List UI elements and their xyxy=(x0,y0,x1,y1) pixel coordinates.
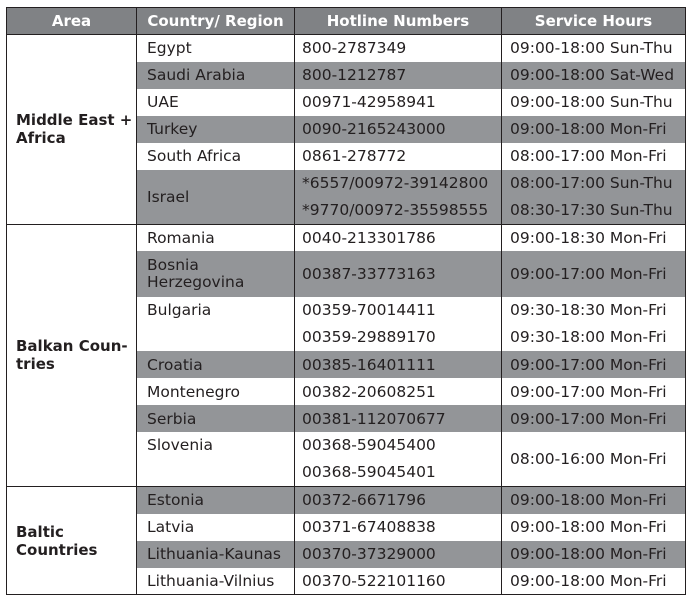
hours-cell xyxy=(502,514,686,541)
hotline-number[interactable]: 00971-42958941 xyxy=(302,93,436,111)
hotline-number[interactable]: *6557/00972-39142800 xyxy=(302,173,489,192)
area-group xyxy=(7,35,686,225)
hotline-number[interactable]: 00371-67408838 xyxy=(302,518,436,536)
country-cell: Croatia xyxy=(137,351,295,378)
hotline-cell xyxy=(295,541,502,568)
hours-cell xyxy=(502,116,686,143)
hotline-cell xyxy=(295,116,502,143)
service-hours: 09:00-18:00 Sun-Thu xyxy=(510,39,673,58)
hours-cell xyxy=(502,487,686,514)
hotline-number[interactable]: 00359-70014411 xyxy=(302,301,436,319)
hotline-cell xyxy=(295,224,502,251)
hours-cell xyxy=(502,62,686,89)
service-hours: 09:00-17:00 Mon-Fri xyxy=(510,355,667,374)
country-cell: Egypt xyxy=(137,35,295,62)
country-cell: Bulgaria xyxy=(137,297,295,351)
hotline-cell xyxy=(295,143,502,170)
country-cell: Montenegro xyxy=(137,378,295,405)
header-hours: Service Hours xyxy=(502,8,686,35)
service-hours: 08:30-17:30 Sun-Thu xyxy=(510,200,673,219)
service-hours: 09:00-17:00 Mon-Fri xyxy=(510,265,667,283)
hotline-number[interactable]: *9770/00972-35598555 xyxy=(302,200,489,219)
service-hours: 09:30-18:00 Mon-Fri xyxy=(510,328,667,346)
country-cell: Bosnia Herzegovina xyxy=(137,251,295,297)
area-group xyxy=(7,487,686,595)
hotline-number[interactable]: 00359-29889170 xyxy=(302,328,436,346)
hotline-number[interactable]: 800-2787349 xyxy=(302,39,407,58)
area-label: Middle East + Africa xyxy=(7,35,137,225)
hours-cell xyxy=(502,351,686,378)
service-hours: 09:00-18:00 Mon-Fri xyxy=(510,491,667,510)
hours-cell xyxy=(502,405,686,432)
service-hours: 09:00-18:00 Sun-Thu xyxy=(510,93,673,111)
service-hours: 09:00-18:30 Mon-Fri xyxy=(510,228,667,247)
hotline-number[interactable]: 00381-112070677 xyxy=(302,409,446,428)
country-cell: Latvia xyxy=(137,514,295,541)
country-cell: Estonia xyxy=(137,487,295,514)
area-group xyxy=(7,224,686,487)
hours-cell xyxy=(502,378,686,405)
hours-cell xyxy=(502,35,686,62)
service-hours: 08:00-16:00 Mon-Fri xyxy=(510,450,667,468)
country-cell: UAE xyxy=(137,89,295,116)
hours-cell xyxy=(502,89,686,116)
country-cell: South Africa xyxy=(137,143,295,170)
service-hours: 09:00-17:00 Mon-Fri xyxy=(510,382,667,401)
header-area: Area xyxy=(7,8,137,35)
table-row xyxy=(7,487,686,514)
hotline-number[interactable]: 0040-213301786 xyxy=(302,228,436,247)
hotline-number[interactable]: 00368-59045400 xyxy=(302,436,436,454)
hotline-cell xyxy=(295,432,502,487)
service-hours: 09:30-18:30 Mon-Fri xyxy=(510,301,667,319)
hotline-number[interactable]: 800-1212787 xyxy=(302,66,407,84)
hours-cell xyxy=(502,297,686,351)
hotline-cell xyxy=(295,378,502,405)
country-cell: Israel xyxy=(137,170,295,225)
hotline-cell xyxy=(295,170,502,225)
hotline-number[interactable]: 00382-20608251 xyxy=(302,382,436,401)
country-cell: Serbia xyxy=(137,405,295,432)
service-hours: 09:00-17:00 Mon-Fri xyxy=(510,409,667,428)
hours-cell xyxy=(502,251,686,297)
hotline-number[interactable]: 00370-522101160 xyxy=(302,571,446,590)
table-row xyxy=(7,35,686,62)
header-country: Country/ Region xyxy=(137,8,295,35)
service-hours: 09:00-18:00 Mon-Fri xyxy=(510,518,667,536)
country-cell: Lithuania-Vilnius xyxy=(137,568,295,595)
hotline-cell xyxy=(295,89,502,116)
hotline-cell xyxy=(295,487,502,514)
hotline-cell xyxy=(295,514,502,541)
hotline-number[interactable]: 0090-2165243000 xyxy=(302,120,446,138)
service-hours: 09:00-18:00 Mon-Fri xyxy=(510,120,667,138)
service-hours: 09:00-18:00 Mon-Fri xyxy=(510,571,667,590)
hotline-number[interactable]: 00372-6671796 xyxy=(302,491,426,510)
country-cell: Slovenia xyxy=(137,432,295,487)
hotline-cell xyxy=(295,297,502,351)
service-hours: 08:00-17:00 Mon-Fri xyxy=(510,147,667,165)
hotline-number[interactable]: 00385-16401111 xyxy=(302,355,436,374)
hours-cell xyxy=(502,143,686,170)
service-hours: 09:00-18:00 Mon-Fri xyxy=(510,545,667,563)
hours-cell xyxy=(502,170,686,225)
hours-cell xyxy=(502,224,686,251)
header-hotline: Hotline Numbers xyxy=(295,8,502,35)
hours-cell xyxy=(502,432,686,487)
area-label: Balkan Coun-tries xyxy=(7,224,137,487)
hours-cell xyxy=(502,568,686,595)
hotline-number[interactable]: 00368-59045401 xyxy=(302,463,436,481)
hotline-table xyxy=(6,7,686,595)
country-cell: Turkey xyxy=(137,116,295,143)
hotline-cell xyxy=(295,251,502,297)
hotline-cell xyxy=(295,568,502,595)
hotline-cell xyxy=(295,405,502,432)
hotline-number[interactable]: 00387-33773163 xyxy=(302,265,436,283)
service-hours: 08:00-17:00 Sun-Thu xyxy=(510,173,673,192)
hotline-number[interactable]: 00370-37329000 xyxy=(302,545,436,563)
service-hours: 09:00-18:00 Sat-Wed xyxy=(510,66,675,84)
hotline-number[interactable]: 0861-278772 xyxy=(302,147,407,165)
hours-cell xyxy=(502,541,686,568)
hotline-cell xyxy=(295,62,502,89)
country-cell: Saudi Arabia xyxy=(137,62,295,89)
country-cell: Lithuania-Kaunas xyxy=(137,541,295,568)
country-cell: Romania xyxy=(137,224,295,251)
hotline-cell xyxy=(295,351,502,378)
area-label: Baltic Countries xyxy=(7,487,137,595)
header-row xyxy=(7,8,686,35)
hotline-cell xyxy=(295,35,502,62)
table-row xyxy=(7,224,686,251)
